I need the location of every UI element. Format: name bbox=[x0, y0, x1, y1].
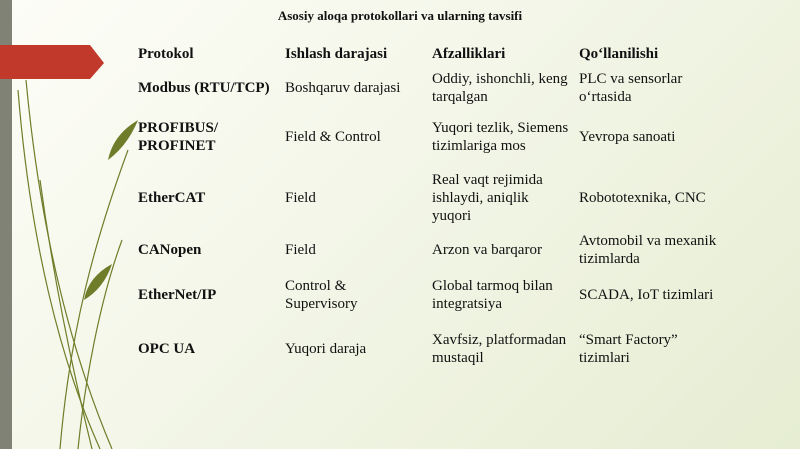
table-row bbox=[134, 321, 725, 377]
table-row bbox=[134, 109, 725, 165]
header-level: Ishlash darajasi bbox=[285, 46, 388, 62]
accent-arrow bbox=[0, 45, 110, 85]
usage-cell: PLC va sensorlar o‘rtasida bbox=[579, 71, 683, 105]
advantages-cell: Global tarmoq bilan integratsiya bbox=[432, 278, 553, 312]
slide-title: Asosiy aloqa protokollari va ularning tavsifi bbox=[277, 8, 523, 23]
level-cell: Field bbox=[285, 190, 316, 206]
protocol-cell: CANopen bbox=[138, 242, 202, 258]
protocol-cell: PROFIBUS/ PROFINET bbox=[138, 120, 219, 154]
level-cell: Field bbox=[285, 242, 316, 258]
level-cell: Field & Control bbox=[285, 129, 381, 145]
protocol-cell: EtherNet/IP bbox=[138, 287, 217, 303]
protocol-cell: OPC UA bbox=[138, 341, 196, 357]
advantages-cell: Yuqori tezlik, Siemens tizimlariga mos bbox=[432, 120, 569, 154]
table-header-row bbox=[134, 41, 725, 67]
usage-cell: “Smart Factory” tizimlari bbox=[579, 332, 678, 366]
protocol-cell: Modbus (RTU/TCP) bbox=[138, 80, 270, 96]
advantages-cell: Real vaqt rejimida ishlaydi, aniqlik yuqori bbox=[432, 172, 543, 224]
advantages-cell: Arzon va barqaror bbox=[432, 242, 542, 258]
header-advantages: Afzalliklari bbox=[432, 46, 506, 62]
advantages-cell: Xavfsiz, platformadan mustaqil bbox=[432, 332, 567, 366]
header-usage: Qo‘llanilishi bbox=[579, 46, 659, 62]
usage-cell: SCADA, IoT tizimlari bbox=[579, 287, 714, 303]
level-cell: Yuqori daraja bbox=[285, 341, 367, 357]
level-cell: Control & Supervisory bbox=[285, 278, 358, 312]
table-row bbox=[134, 231, 725, 269]
protocol-cell: EtherCAT bbox=[138, 190, 206, 206]
table-row bbox=[134, 269, 725, 321]
header-protocol: Protokol bbox=[138, 46, 194, 62]
usage-cell: Yevropa sanoati bbox=[579, 129, 676, 145]
advantages-cell: Oddiy, ishonchli, keng tarqalgan bbox=[432, 71, 568, 105]
table-row bbox=[134, 165, 725, 231]
protocols-table bbox=[134, 41, 725, 377]
usage-cell: Robototexnika, CNC bbox=[579, 190, 706, 206]
table-row bbox=[134, 67, 725, 109]
usage-cell: Avtomobil va mexanik tizimlarda bbox=[579, 233, 717, 267]
level-cell: Boshqaruv darajasi bbox=[285, 80, 401, 96]
